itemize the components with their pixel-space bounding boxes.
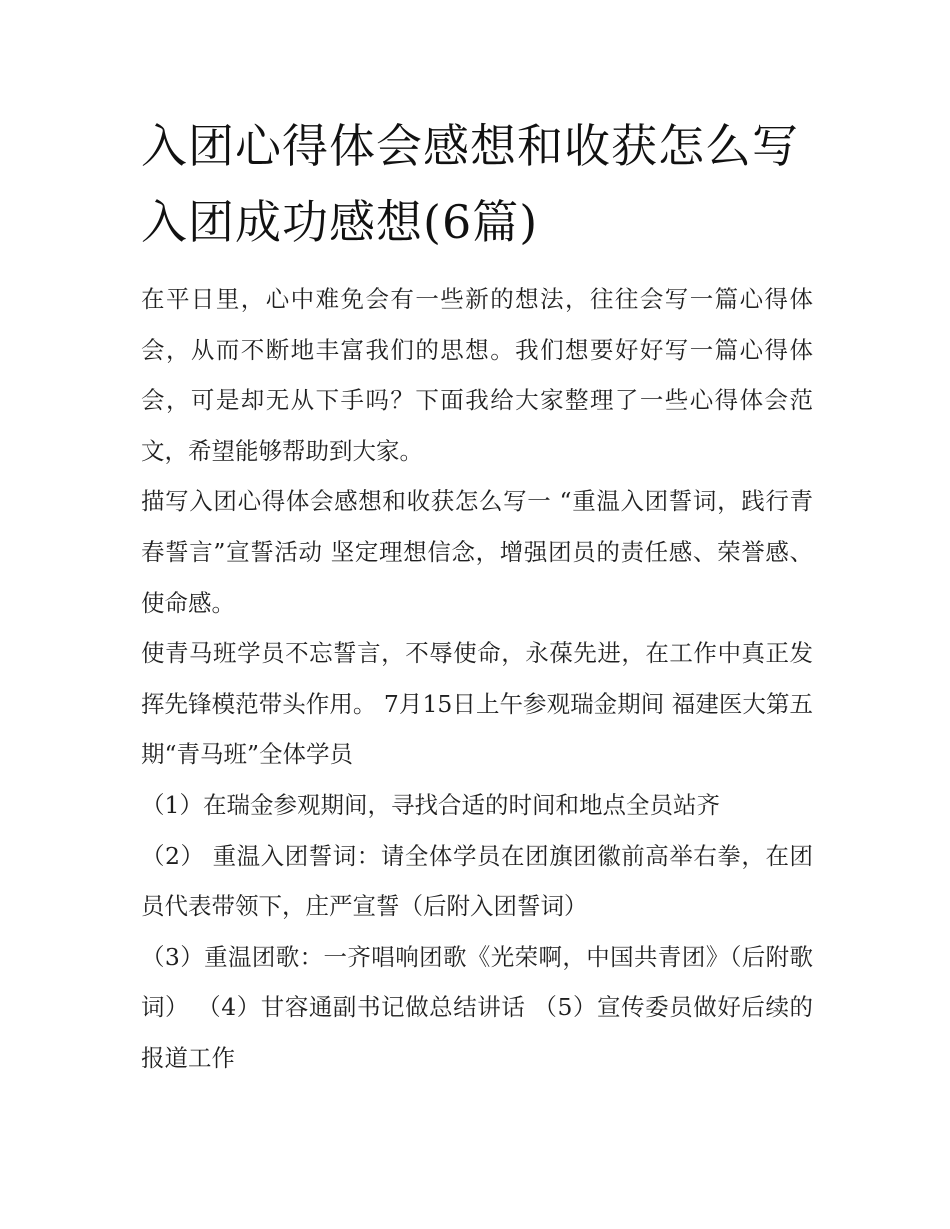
activity-purpose-paragraph: 使青马班学员不忘誓言，不辱使命，永葆先进，在工作中真正发挥先锋模范带头作用。 7月15日上午参观瑞金期间 福建医大第五期“青马班”全体学员 [141, 639, 813, 769]
step-2-paragraph: （2） 重温入团誓词：请全体学员在团旗团徽前高举右拳，在团员代表带领下，庄严宣誓（后附入团誓词） [141, 841, 813, 921]
document-page [141, 108, 813, 1084]
activity-heading-paragraph: 描写入团心得体会感想和收获怎么写一 “重温入团誓词，践行青春誓言”宣誓活动 坚定理想信念，增强团员的责任感、荣誉感、使命感。 [141, 487, 813, 617]
step-1-paragraph: （1）在瑞金参观期间，寻找合适的时间和地点全员站齐 [141, 790, 720, 819]
step-3-5-paragraph: （3）重温团歌：一齐唱响团歌《光荣啊，中国共青团》（后附歌词） （4）甘容通副书记做总结讲话 （5）宣传委员做好后续的报道工作 [141, 942, 813, 1072]
document-title: 入团心得体会感想和收获怎么写 入团成功感想(6篇) [141, 119, 799, 249]
intro-paragraph: 在平日里，心中难免会有一些新的想法，往往会写一篇心得体会，从而不断地丰富我们的思想。我们想要好好写一篇心得体会，可是却无从下手吗？下面我给大家整理了一些心得体会范文，希望能够帮助到大家。 [141, 285, 813, 465]
